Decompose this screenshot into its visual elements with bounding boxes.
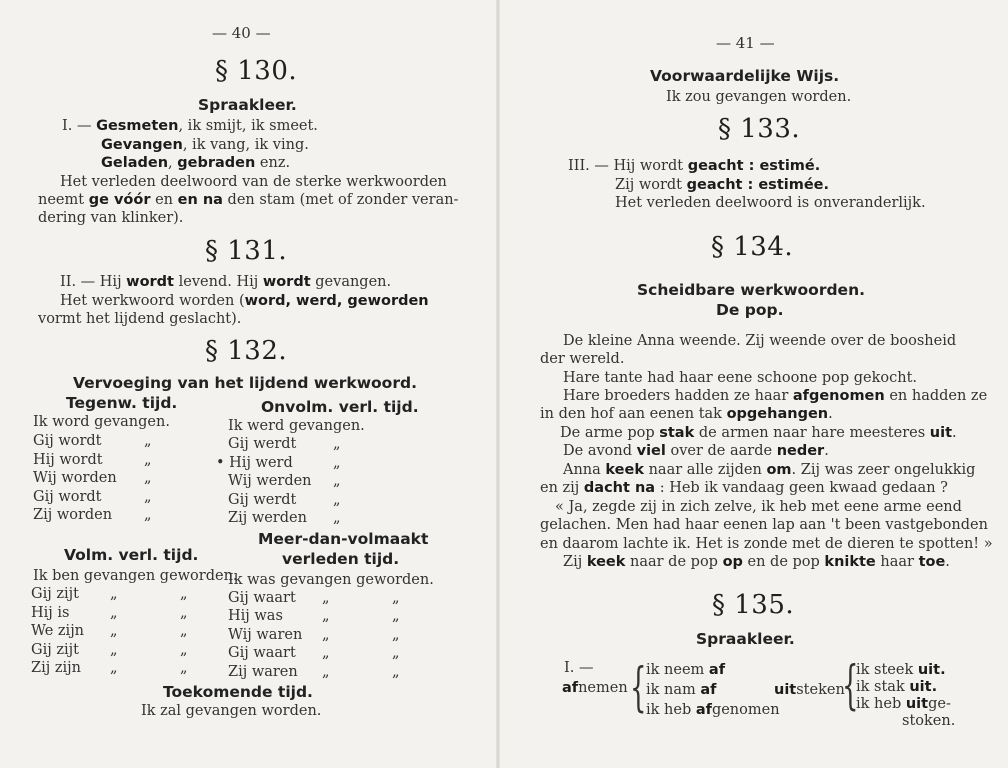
list-item: Ik word gevangen. [33, 414, 170, 430]
right-page [500, 0, 1008, 768]
list-item: Gij waart [228, 590, 296, 606]
list-item: Ik was gevangen geworden. [228, 572, 434, 588]
section-subtitle: Spraakleer. [198, 96, 297, 114]
list-item: Hij wordt [33, 452, 103, 468]
list-item: Gij zijt [31, 586, 79, 602]
text-line: III. — Hij wordt geacht : estimé. [568, 158, 821, 174]
left-page [0, 0, 496, 768]
list-item: Wij waren [228, 627, 303, 643]
ditto-mark: „ [392, 590, 400, 606]
text-line: De kleine Anna weende. Zij weende over de boosheid [563, 333, 957, 349]
conjugation-line: ik neem af [646, 662, 725, 678]
list-item: Hij was [228, 608, 283, 624]
text-line: Geladen, gebraden enz. [101, 155, 291, 171]
column-header-present: Tegenw. tijd. [66, 394, 178, 412]
conjugation-line: ik steek uit. [856, 662, 946, 678]
list-item: Gij wordt [33, 489, 102, 505]
section-title-133: § 133. [718, 114, 801, 144]
list-item: Zij waren [228, 664, 298, 680]
ditto-mark: „ [333, 510, 341, 526]
ditto-mark: „ [110, 623, 118, 639]
label: I. — [564, 660, 594, 676]
conjugation-line: stoken. [902, 713, 956, 729]
text-line: De avond viel over de aarde neder. [563, 443, 829, 459]
ditto-mark: „ [333, 473, 341, 489]
text-line: Anna keek naar alle zijden om. Zij was zeer ongelukkig [563, 462, 976, 478]
section-title-134: § 134. [711, 232, 794, 262]
ditto-mark: „ [180, 642, 188, 658]
text-line: « Ja, zegde zij in zich zelve, ik heb met eene arme eend [555, 499, 962, 515]
text-line: Het verleden deelwoord van de sterke werkwoorden [60, 174, 447, 190]
ditto-mark: „ [110, 605, 118, 621]
ditto-mark: „ [180, 623, 188, 639]
ditto-mark: „ [322, 590, 330, 606]
text-line: neemt ge vóór en en na den stam (met of zonder veran- [38, 192, 459, 208]
column-header-future: Toekomende tijd. [163, 683, 313, 701]
list-item: Gij wordt [33, 433, 102, 449]
text-line: in den hof aan eenen tak opgehangen. [540, 406, 833, 422]
brace: { [630, 658, 647, 718]
section-heading: Scheidbare werkwoorden. [637, 281, 865, 299]
conjugation-line: ik nam af [646, 682, 717, 698]
ditto-mark: „ [110, 642, 118, 658]
section-title-131: § 131. [205, 236, 288, 266]
list-item: Hij is [31, 605, 70, 621]
list-item: Wij worden [33, 470, 117, 486]
text-line: der wereld. [540, 351, 625, 367]
ditto-mark: „ [144, 470, 152, 486]
brace: { [842, 656, 859, 716]
column-header-pluperfect-1: Meer-dan-volmaakt [258, 530, 429, 548]
list-item: Gij waart [228, 645, 296, 661]
list-item: Ik werd gevangen. [228, 418, 365, 434]
text-line: dering van klinker). [38, 210, 184, 226]
verb-label: uitsteken [774, 682, 845, 698]
ditto-mark: „ [144, 433, 152, 449]
ditto-mark: „ [144, 452, 152, 468]
ditto-mark: „ [392, 627, 400, 643]
conjugation-line: ik heb afgenomen [646, 702, 780, 718]
page-number: — 40 — [212, 24, 271, 42]
text-line: Het verleden deelwoord is onveranderlijk. [615, 195, 926, 211]
ditto-mark: „ [144, 507, 152, 523]
mood-heading: Voorwaardelijke Wijs. [650, 67, 840, 85]
page-number: — 41 — [716, 34, 775, 52]
text-line: Ik zal gevangen worden. [141, 703, 322, 719]
ditto-mark: „ [322, 608, 330, 624]
verb-label: afnemen [562, 680, 628, 696]
section-subtitle: Spraakleer. [696, 630, 795, 648]
ditto-mark: „ [144, 489, 152, 505]
ditto-mark: „ [180, 586, 188, 602]
ditto-mark: „ [333, 492, 341, 508]
ditto-mark: „ [322, 627, 330, 643]
text-line: Hare broeders hadden ze haar afgenomen en hadden ze [563, 388, 988, 404]
list-item: Wij werden [228, 473, 312, 489]
list-item: We zijn [31, 623, 85, 639]
ditto-mark: „ [333, 455, 341, 471]
list-item: • Hij werd [216, 455, 293, 471]
section-title-135: § 135. [712, 590, 795, 620]
ditto-mark: „ [322, 664, 330, 680]
section-subheading: De pop. [716, 301, 784, 319]
text-line: Zij wordt geacht : estimée. [615, 177, 830, 193]
conjugation-line: ik stak uit. [856, 679, 938, 695]
text-line: gelachen. Men had haar eenen lap aan 't been vastgebonden [540, 517, 988, 533]
text-line: Het werkwoord worden (word, werd, geworden [60, 293, 429, 309]
column-header-imperfect: Onvolm. verl. tijd. [261, 398, 419, 416]
column-header-perfect: Volm. verl. tijd. [64, 546, 199, 564]
text-line: vormt het lijdend geslacht). [38, 311, 242, 327]
list-item: Zij zijn [31, 660, 81, 676]
ditto-mark: „ [110, 586, 118, 602]
conjugation-line: ik heb uitge- [856, 696, 951, 712]
column-header-pluperfect-2: verleden tijd. [282, 550, 400, 568]
ditto-mark: „ [110, 660, 118, 676]
text-line: Zij keek naar de pop op en de pop knikte haar toe. [563, 554, 950, 570]
list-item: Ik ben gevangen geworden. [33, 568, 238, 584]
ditto-mark: „ [180, 605, 188, 621]
section-title-130: § 130. [215, 56, 298, 86]
ditto-mark: „ [392, 608, 400, 624]
section-title-132: § 132. [205, 336, 288, 366]
ditto-mark: „ [333, 436, 341, 452]
ditto-mark: „ [392, 664, 400, 680]
text-line: Gevangen, ik vang, ik ving. [101, 137, 309, 153]
text-line: De arme pop stak de armen naar hare meesteres uit. [560, 425, 957, 441]
text-line: en zij dacht na : Heb ik vandaag geen kwaad gedaan ? [540, 480, 948, 496]
text-line: Hare tante had haar eene schoone pop gekocht. [563, 370, 918, 386]
list-item: Zij worden [33, 507, 113, 523]
text-line: I. — Gesmeten, ik smijt, ik smeet. [62, 118, 318, 134]
list-item: Gij werdt [228, 492, 297, 508]
ditto-mark: „ [322, 645, 330, 661]
list-item: Zij werden [228, 510, 307, 526]
list-item: Gij zijt [31, 642, 79, 658]
text-line: en daarom lachte ik. Het is zonde met de dieren te spotten! » [540, 536, 993, 552]
text-line: II. — Hij wordt levend. Hij wordt gevangen. [60, 274, 392, 290]
text-line: Ik zou gevangen worden. [666, 89, 852, 105]
ditto-mark: „ [180, 660, 188, 676]
table-heading: Vervoeging van het lijdend werkwoord. [73, 374, 417, 392]
list-item: Gij werdt [228, 436, 297, 452]
ditto-mark: „ [392, 645, 400, 661]
